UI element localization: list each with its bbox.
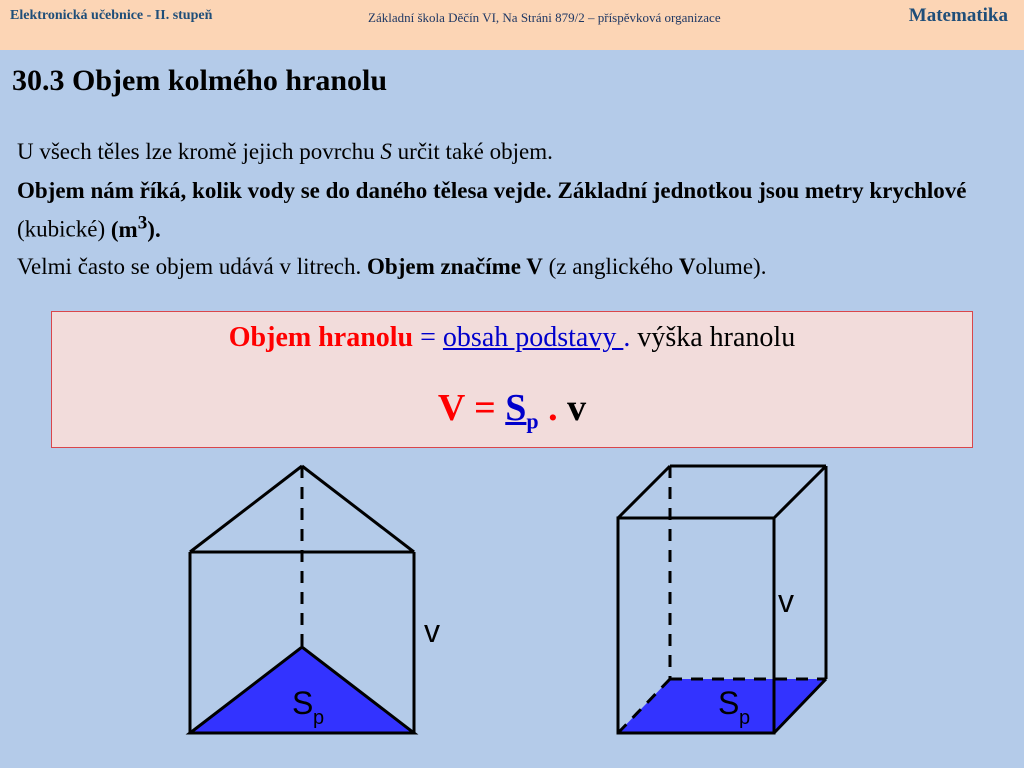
formula-v: V xyxy=(437,387,465,429)
p1-text-a: U všech těles lze kromě jejich povrchu xyxy=(17,139,381,164)
cuboid-base-sub: p xyxy=(739,707,751,729)
cuboid-top-right xyxy=(774,466,826,518)
p3-bold: Objem značíme V xyxy=(367,254,543,279)
p1-symbol-s: S xyxy=(380,139,392,164)
formula-equals: = xyxy=(413,322,443,353)
cuboid-base-label: S xyxy=(718,685,740,721)
formula-base-area-link[interactable]: obsah podstavy xyxy=(442,322,624,353)
cuboid-top-left xyxy=(618,466,670,518)
p3-text-b: (z anglického xyxy=(542,254,679,279)
header-school-name: Základní škola Děčín VI, Na Stráni 879/2 – příspěvková organizace xyxy=(368,10,721,25)
prism-base-sub: p xyxy=(313,707,325,729)
p2-normal: (kubické) xyxy=(17,216,111,242)
prism-top-right-edge xyxy=(302,466,414,552)
formula-equals-2: = xyxy=(464,387,506,429)
formula-dot: . xyxy=(623,322,638,353)
page-title: 30.3 Objem kolmého hranolu xyxy=(12,64,388,97)
header-textbook-title: Elektronická učebnice - II. stupeň xyxy=(10,8,213,23)
formula-dot-2: . xyxy=(538,387,568,429)
p1-text-b: určit také objem. xyxy=(391,139,553,164)
cuboid-height-label: v xyxy=(778,583,794,619)
prism-height-label: v xyxy=(424,613,440,649)
formula-v-height: v xyxy=(567,387,587,429)
formula-sp-link[interactable]: $S_p$ xyxy=(505,387,539,434)
triangular-prism-figure xyxy=(190,466,440,733)
prism-top-left-edge xyxy=(190,466,302,552)
cuboid-figure xyxy=(618,466,826,733)
p3-v: V xyxy=(678,254,696,279)
prism-base-label: S xyxy=(292,685,314,721)
formula-height: výška hranolu xyxy=(637,322,796,353)
p2-bold-a: Objem nám říká, kolik vody se do daného tělesa vejde. Základní jednotkou jsou metry krychlové xyxy=(17,178,967,203)
formula-label: Objem hranolu xyxy=(228,322,414,353)
p3-text-c: olume). xyxy=(695,254,767,279)
p3-text-a: Velmi často se objem udává v litrech. xyxy=(17,254,368,279)
header-subject: Matematika xyxy=(908,5,1008,26)
p2-unit: $(m^3)$. xyxy=(110,212,161,242)
